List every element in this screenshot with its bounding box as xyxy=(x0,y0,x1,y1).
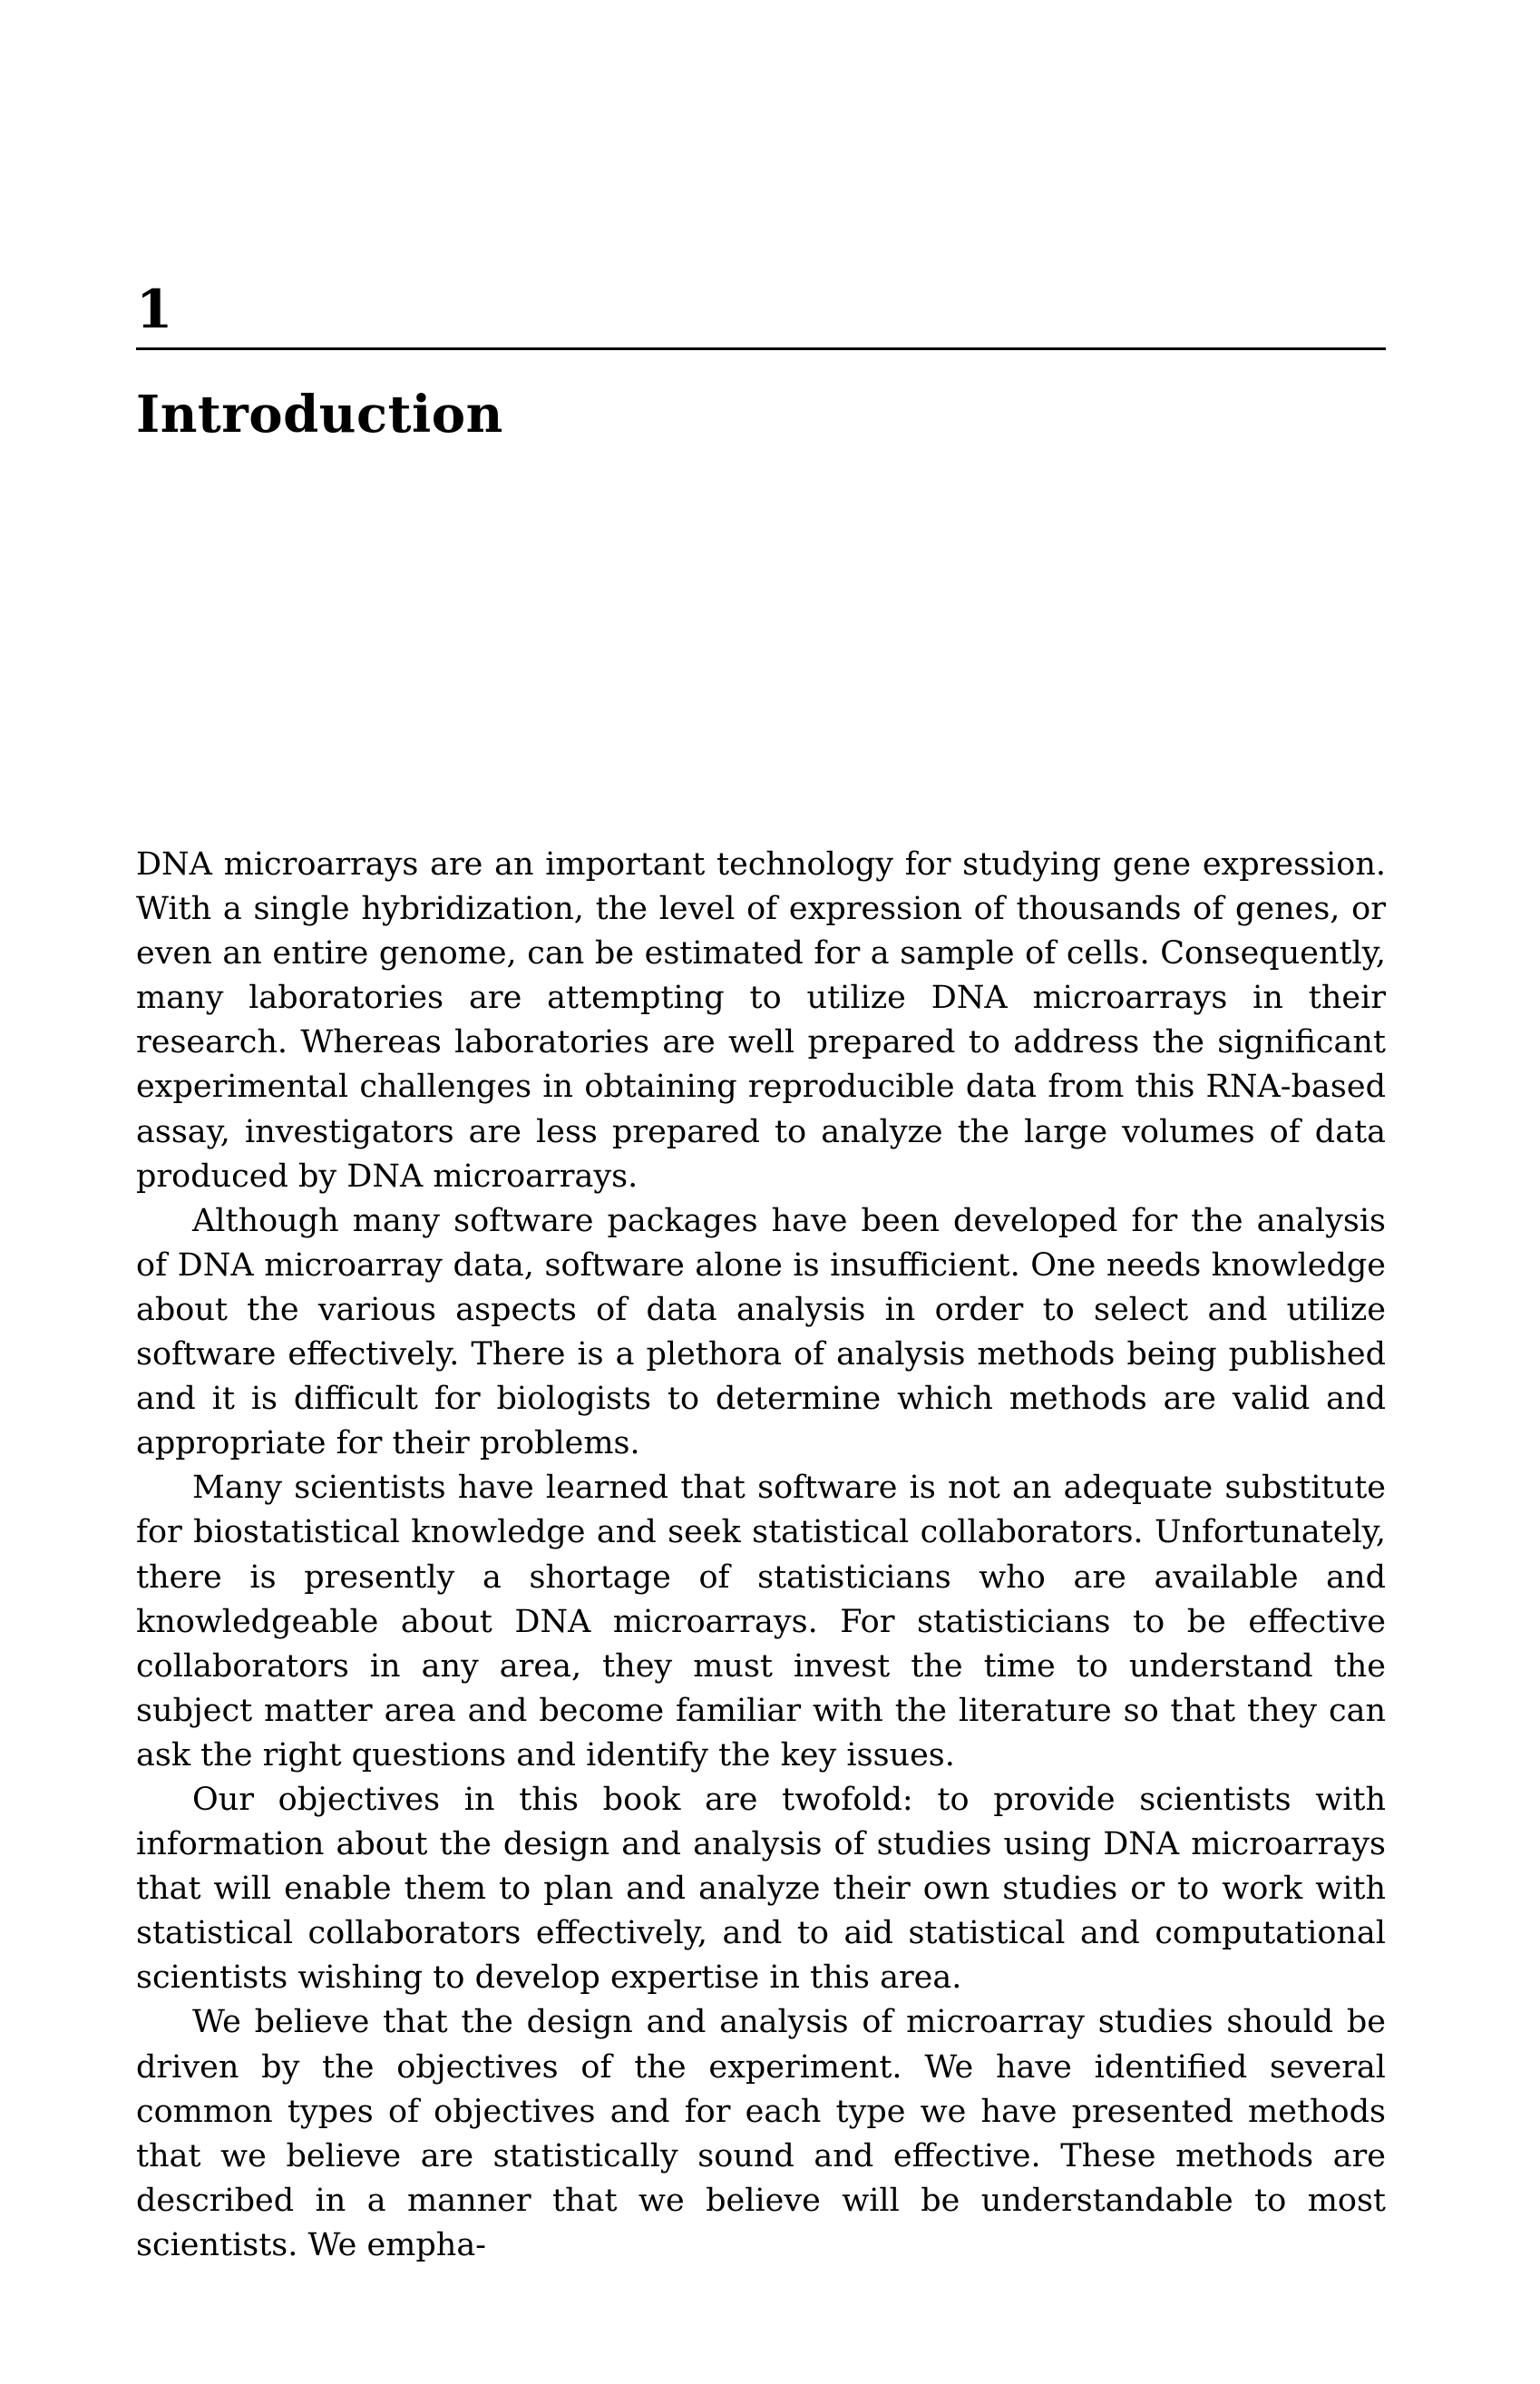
body-paragraph: Our objectives in this book are twofold: to provide scientists with information about the design and analysis of studies using DNA microarrays that will enable them to plan and analyze their own studies or to work with statistical collaborators effectively, and to aid statistical and computational scientists wishing to develop expertise in this area. xyxy=(136,1781,1386,1997)
chapter-title: Introduction xyxy=(136,385,503,445)
body-paragraph: DNA microarrays are an important technology for studying gene expression. With a single hybridization, the level of expression of thousands of genes, or even an entire genome, can be estimated for a sample of cells. Consequently, many laboratories are attempting to utilize DNA microarrays in their research. Whereas laboratories are well prepared to address the significant experimental challenges in obtaining reproducible data from this RNA-based assay, investigators are less prepared to analyze the large volumes of data produced by DNA microarrays. xyxy=(136,846,1386,1195)
chapter-body xyxy=(136,843,1386,2268)
chapter-number: 1 xyxy=(136,278,173,340)
body-paragraph: We believe that the design and analysis of microarray studies should be driven by the objectives of the experiment. We have identified several common types of objectives and for each type we have presented methods that we believe are statistically sound and effective. These methods are described in a manner that we believe will be understandable to most scientists. We empha- xyxy=(136,2004,1386,2263)
chapter-divider xyxy=(136,347,1386,350)
body-paragraph: Many scientists have learned that software is not an adequate substitute for biostatistical knowledge and seek statistical collaborators. Unfortunately, there is presently a shortage of statisticians who are available and knowledgeable about DNA microarrays. For statisticians to be effective collaborators in any area, they must invest the time to understand the subject matter area and become familiar with the literature so that they can ask the right questions and identify the key issues. xyxy=(136,1470,1386,1773)
body-paragraph: Although many software packages have been developed for the analysis of DNA microarray data, software alone is insufficient. One needs knowledge about the various aspects of data analysis in order to select and utilize software effectively. There is a plethora of analysis methods being published and it is difficult for biologists to determine which methods are valid and appropriate for their problems. xyxy=(136,1202,1386,1462)
